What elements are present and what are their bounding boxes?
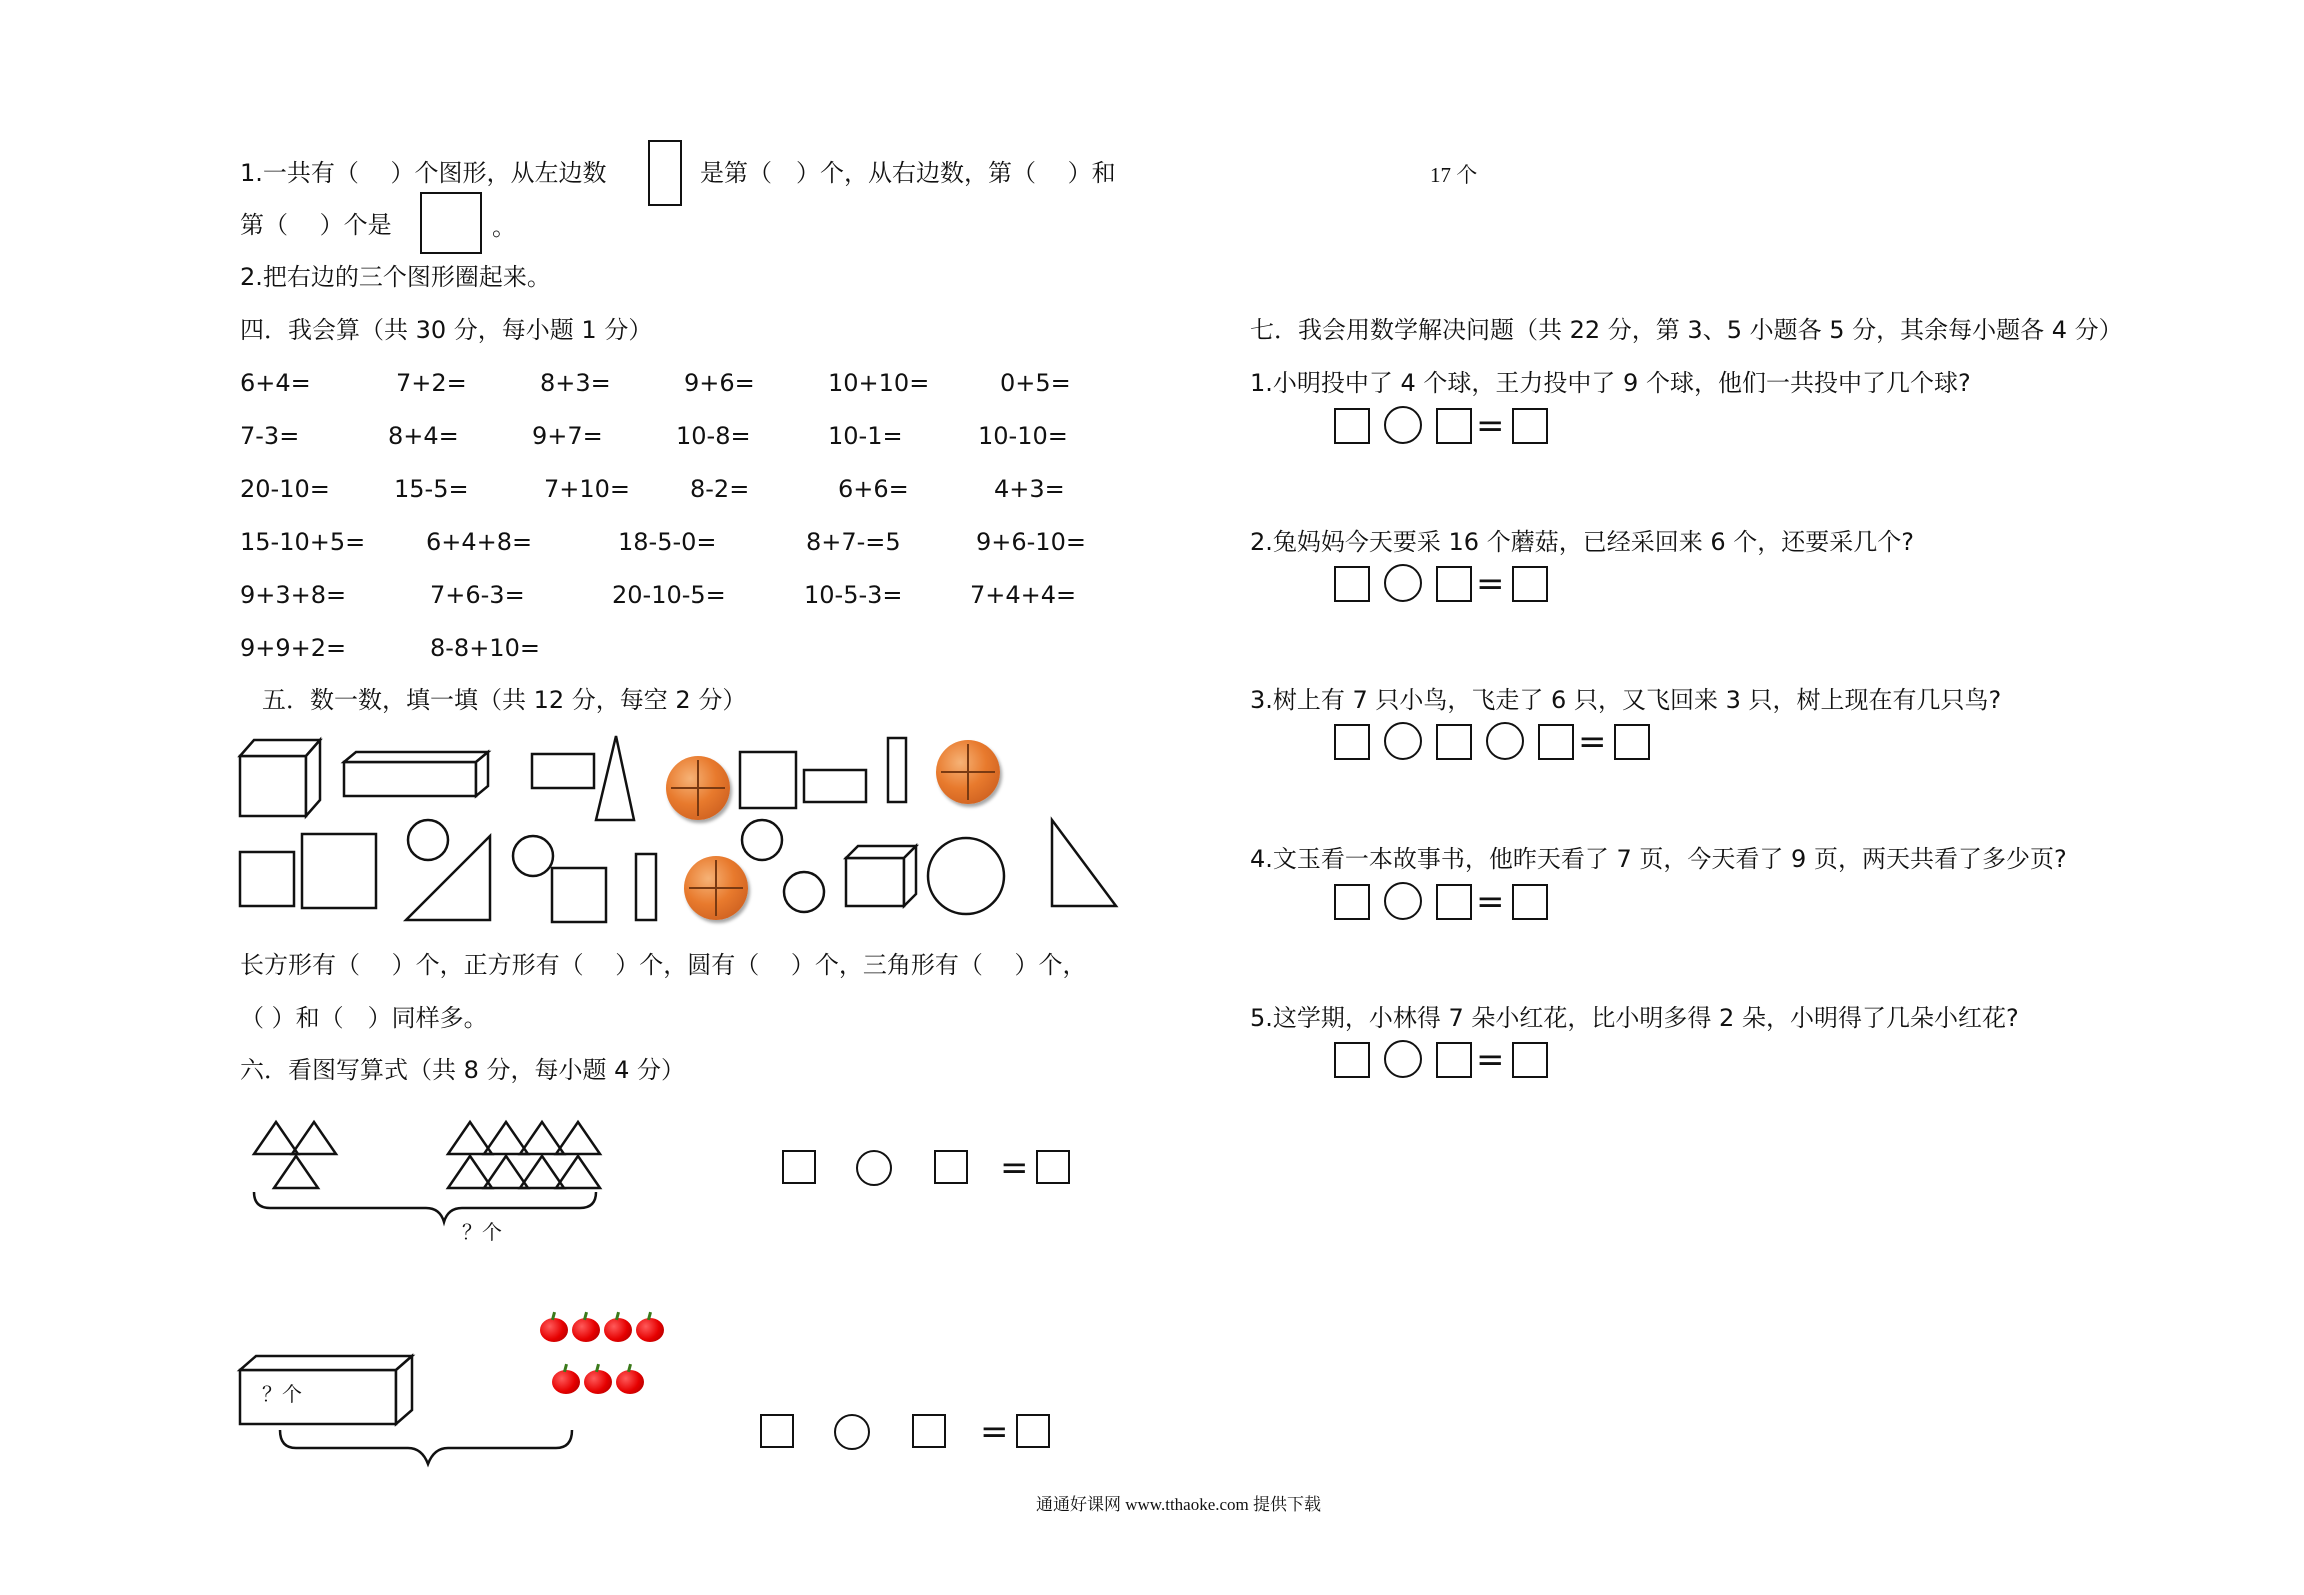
q3-item1-line2-a: 第（ ）个是 (240, 211, 392, 239)
calc-item: 8-8+10= (430, 634, 540, 662)
calc-item: 8+4= (388, 422, 459, 450)
calc-item: 7-3= (240, 422, 300, 450)
q3-item1-line1-b: 是第（ ）个，从右边数，第（ ）和 (700, 159, 1116, 187)
footer-text: 通通好课网 www.tthaoke.com 提供下载 (1036, 1495, 1322, 1514)
answer-box[interactable] (912, 1414, 946, 1448)
calc-item: 4+3= (994, 475, 1065, 503)
q3-item2: 2.把右边的三个图形圈起来。 (240, 263, 551, 291)
answer-box[interactable] (1512, 408, 1548, 444)
answer-box[interactable] (1538, 724, 1574, 760)
calc-item: 10-10= (978, 422, 1068, 450)
q5-line1: 长方形有（ ）个，正方形有（ ）个，圆有（ ）个，三角形有（ ）个， (240, 951, 1087, 979)
equals-sign: = (1476, 564, 1505, 604)
answer-box[interactable] (1334, 566, 1370, 602)
operator-circle[interactable] (1384, 1040, 1422, 1078)
answer-box[interactable] (1436, 724, 1472, 760)
calc-item: 7+6-3= (430, 581, 525, 609)
answer-box[interactable] (1334, 1042, 1370, 1078)
calc-item: 10-1= (828, 422, 903, 450)
q5-line2: （ ）和（ ）同样多。 (240, 1004, 488, 1032)
calc-item: 9+9+2= (240, 634, 347, 662)
equals-sign: = (1000, 1148, 1029, 1188)
calc-item: 9+3+8= (240, 581, 347, 609)
calc-item: 6+4+8= (426, 528, 533, 556)
answer-box[interactable] (1334, 724, 1370, 760)
equals-sign: = (1578, 722, 1607, 762)
operator-circle[interactable] (1384, 882, 1422, 920)
answer-box[interactable] (1436, 884, 1472, 920)
answer-box[interactable] (1016, 1414, 1050, 1448)
count-label: 17 个 (1430, 163, 1478, 187)
answer-box[interactable] (1334, 408, 1370, 444)
calc-item: 10-5-3= (804, 581, 903, 609)
answer-box[interactable] (1512, 566, 1548, 602)
calc-item: 20-10-5= (612, 581, 726, 609)
calc-item: 10+10= (828, 369, 930, 397)
calc-item: 0+5= (1000, 369, 1071, 397)
calc-item: 8+7-=5 (806, 528, 901, 556)
q5-heading: 五．数一数，填一填（共 12 分，每空 2 分） (262, 686, 747, 714)
calc-item: 8-2= (690, 475, 750, 503)
operator-circle[interactable] (1384, 722, 1422, 760)
answer-box[interactable] (1512, 884, 1548, 920)
calc-item: 9+7= (532, 422, 603, 450)
equals-sign: = (1476, 1040, 1505, 1080)
answer-box[interactable] (1436, 1042, 1472, 1078)
calc-item: 15-10+5= (240, 528, 366, 556)
q3-item1-line1-a: 1.一共有（ ）个图形，从左边数 (240, 159, 607, 187)
calc-item: 7+2= (396, 369, 467, 397)
calc-item: 7+10= (544, 475, 631, 503)
operator-circle[interactable] (1384, 564, 1422, 602)
problem-3: 3.树上有 7 只小鸟，飞走了 6 只，又飞回来 3 只，树上现在有几只鸟? (1250, 686, 2002, 714)
calc-item: 9+6= (684, 369, 755, 397)
answer-box[interactable] (1512, 1042, 1548, 1078)
operator-circle[interactable] (834, 1414, 870, 1450)
equals-sign: = (1476, 406, 1505, 446)
q3-item1-line2-b: 。 (492, 213, 516, 241)
calc-item: 9+6-10= (976, 528, 1086, 556)
calc-item: 8+3= (540, 369, 611, 397)
equals-sign: = (980, 1412, 1009, 1452)
answer-box[interactable] (1436, 566, 1472, 602)
calc-item: 15-5= (394, 475, 469, 503)
calc-item: 6+4= (240, 369, 311, 397)
problem-1: 1.小明投中了 4 个球，王力投中了 9 个球，他们一共投中了几个球? (1250, 369, 1971, 397)
problem-5: 5.这学期，小林得 7 朵小红花，比小明多得 2 朵，小明得了几朵小红花? (1250, 1004, 2019, 1032)
answer-box[interactable] (1334, 884, 1370, 920)
q4-heading: 四．我会算（共 30 分，每小题 1 分） (240, 316, 653, 344)
calc-item: 7+4+4= (970, 581, 1077, 609)
calc-item: 18-5-0= (618, 528, 717, 556)
problem-4: 4.文玉看一本故事书，他昨天看了 7 页，今天看了 9 页，两天共看了多少页? (1250, 845, 2067, 873)
q7-heading: 七．我会用数学解决问题（共 22 分，第 3、5 小题各 5 分，其余每小题各 4 分） (1250, 316, 2123, 344)
operator-circle[interactable] (1384, 406, 1422, 444)
calc-item: 20-10= (240, 475, 330, 503)
q6-heading: 六．看图写算式（共 8 分，每小题 4 分） (240, 1056, 686, 1084)
operator-circle[interactable] (1486, 722, 1524, 760)
answer-box[interactable] (760, 1414, 794, 1448)
answer-box[interactable] (1436, 408, 1472, 444)
calc-item: 6+6= (838, 475, 909, 503)
calc-item: 10-8= (676, 422, 751, 450)
problem-2: 2.兔妈妈今天要采 16 个蘑菇，已经采回来 6 个，还要采几个? (1250, 528, 1914, 556)
equals-sign: = (1476, 882, 1505, 922)
brace-label: ？个 (462, 1222, 502, 1244)
box-label: ？个 (262, 1384, 302, 1406)
answer-box[interactable] (1614, 724, 1650, 760)
